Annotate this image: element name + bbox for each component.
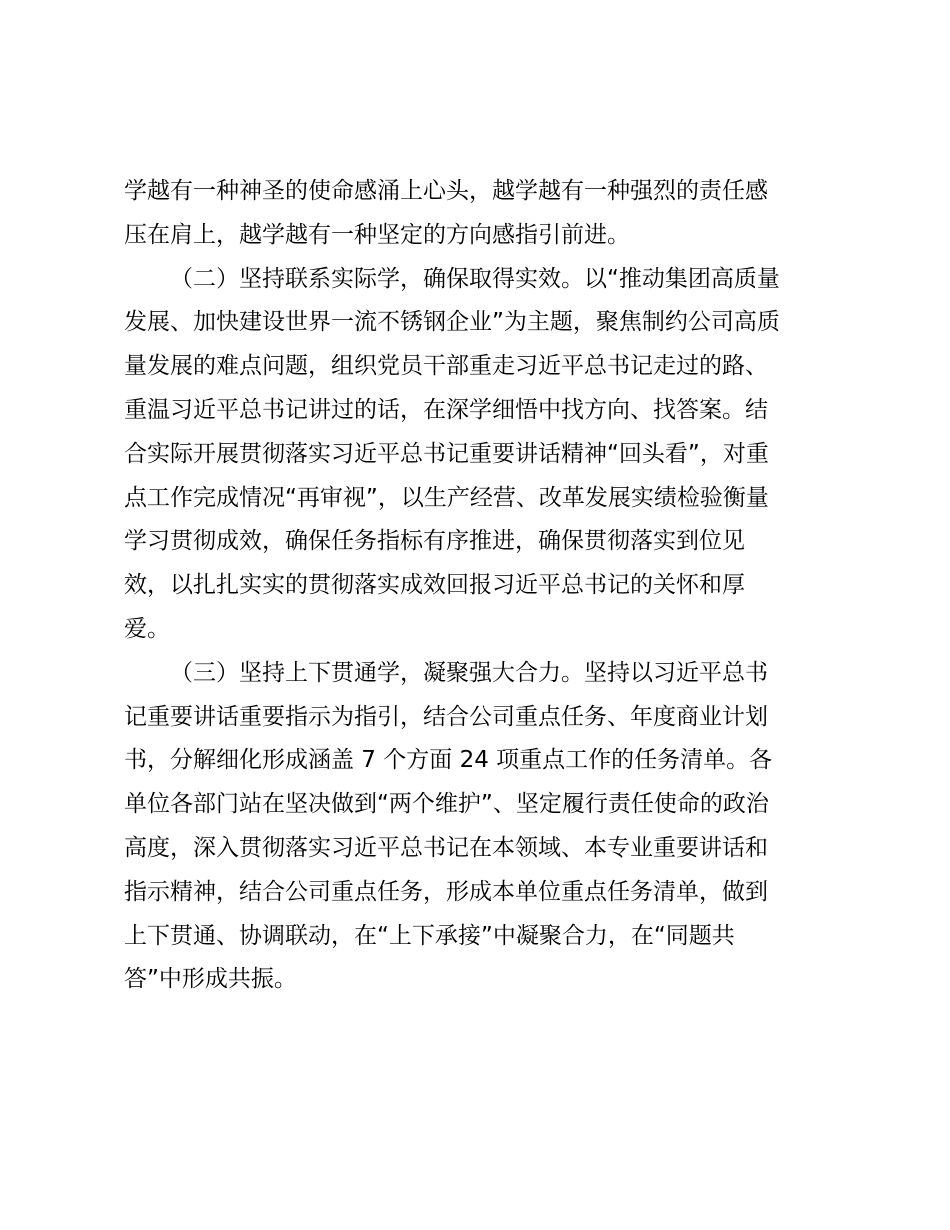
text-line: 单位各部门站在坚决做到“两个维护”、坚定履行责任使命的政治 — [124, 791, 769, 818]
text-line: 高度，深入贯彻落实习近平总书记在本领域、本专业重要讲话和 — [124, 834, 768, 861]
text-line: （二）坚持联系实际学，确保取得实效。以“推动集团高质量 — [170, 265, 780, 292]
paragraph-section-2 — [124, 258, 834, 652]
text-line: 学越有一种神圣的使命感涌上心头，越学越有一种强烈的责任感 — [124, 178, 768, 204]
text-line: 记重要讲话重要指示为指引，结合公司重点任务、年度商业计划 — [124, 703, 768, 730]
text-line: 压在肩上，越学越有一种坚定的方向感指引前进。 — [124, 221, 630, 248]
text-line: 指示精神，结合公司重点任务，形成本单位重点任务清单，做到 — [124, 878, 768, 905]
text-line: 上下贯通、协调联动，在“上下承接”中凝聚合力，在“同题共 — [124, 922, 735, 949]
text-line: 合实际开展贯彻落实习近平总书记重要讲话精神“回头看”，对重 — [124, 440, 769, 467]
text-line: 效，以扎扎实实的贯彻落实成效回报习近平总书记的关怀和厚 — [124, 572, 745, 599]
text-line: （三）坚持上下贯通学，凝聚强大合力。坚持以习近平总书 — [170, 659, 768, 686]
text-line: 发展、加快建设世界一流不锈钢企业”为主题，聚焦制约公司高质 — [124, 309, 780, 336]
text-line: 量发展的难点问题，组织党员干部重走习近平总书记走过的路、 — [124, 353, 768, 380]
text-line: 书，分解细化形成涵盖 7 个方面 24 项重点工作的任务清单。各 — [124, 747, 773, 774]
text-line: 点工作完成情况“再审视”，以生产经营、改革发展实绩检验衡量 — [124, 484, 769, 511]
body-text — [124, 170, 834, 1002]
text-line: 重温习近平总书记讲过的话，在深学细悟中找方向、找答案。结 — [124, 396, 768, 423]
text-line: 学习贯彻成效，确保任务指标有序推进，确保贯彻落实到位见 — [124, 528, 745, 555]
text-line: 答”中形成共振。 — [124, 966, 297, 993]
paragraph-section-3 — [124, 652, 834, 1002]
text-line: 爱。 — [124, 615, 170, 642]
paragraph-continuation — [124, 170, 834, 258]
